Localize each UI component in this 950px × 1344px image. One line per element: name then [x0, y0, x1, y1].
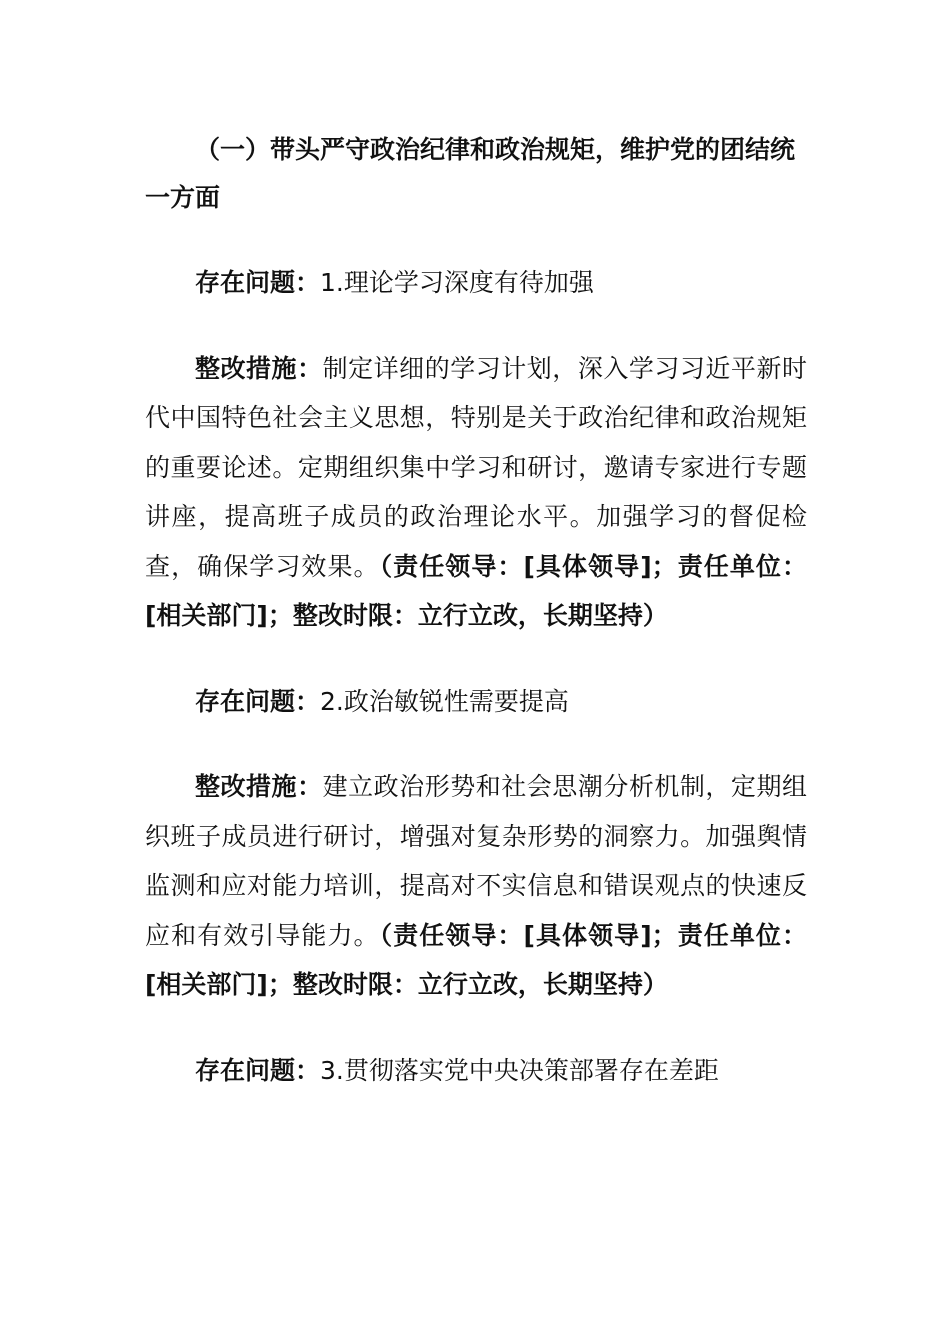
responsibility-note: （责任领导：[具体领导]；责任单位：[相关部门]；整改时限：立行立改，长期坚持） [145, 551, 807, 630]
problem-text: 3.贯彻落实党中央决策部署存在差距 [320, 1055, 719, 1085]
measure-text: 建立政治形势和社会思潮分析机制，定期组织班子成员进行研讨，增强对复杂形势的洞察力。加强舆情监测和应对能力培训，提高对不实信息和错误观点的快速反应和有效引导能力。 [145, 772, 807, 950]
measure-2 [145, 762, 807, 1010]
measure-label: 整改措施： [195, 353, 323, 383]
problem-2 [145, 677, 807, 727]
measure-text: 制定详细的学习计划，深入学习习近平新时代中国特色社会主义思想，特别是关于政治纪律和政治规矩的重要论述。定期组织集中学习和研讨，邀请专家进行专题讲座，提高班子成员的政治理论水平。加强学习的督促检查，确保学习效果。 [145, 353, 807, 581]
document-page [145, 126, 807, 1095]
measure-label: 整改措施： [195, 772, 323, 801]
problem-label: 存在问题： [195, 268, 321, 297]
responsibility-note: （责任领导：[具体领导]；责任单位：[相关部门]；整改时限：立行立改，长期坚持） [145, 920, 807, 999]
problem-text: 2.政治敏锐性需要提高 [320, 686, 569, 716]
problem-label: 存在问题： [195, 1055, 321, 1085]
problem-3 [145, 1046, 807, 1096]
problem-label: 存在问题： [195, 686, 321, 716]
measure-1 [145, 344, 807, 641]
problem-text: 1.理论学习深度有待加强 [320, 268, 594, 297]
section-heading: （一）带头严守政治纪律和政治规矩，维护党的团结统一方面 [145, 135, 796, 212]
problem-1 [145, 258, 807, 308]
